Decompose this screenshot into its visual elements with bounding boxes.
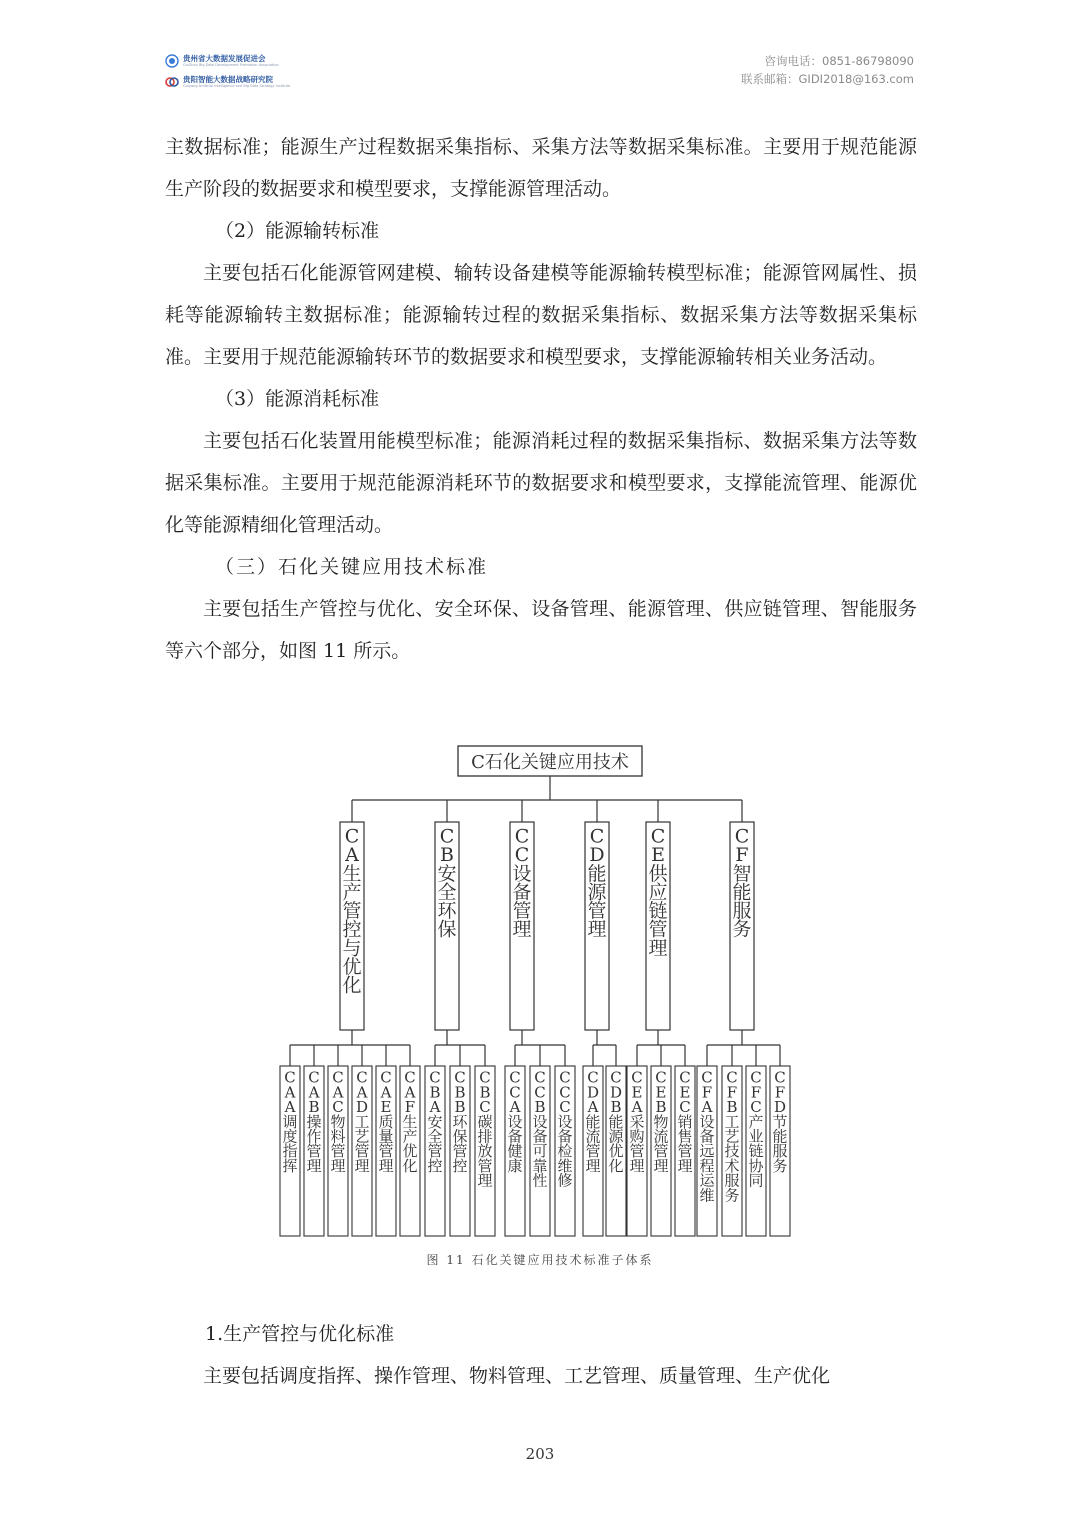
root-node-label: C石化关键应用技术 xyxy=(471,752,629,773)
leaf-node-label: C E B 物流管理 xyxy=(653,1068,669,1175)
branch-node-label: C A 生产管控与优化 xyxy=(342,825,362,997)
body-text xyxy=(165,126,917,672)
contact-email: 联系邮箱：GIDI2018@163.com xyxy=(741,72,914,86)
section-heading: （三）石化关键应用技术标准 xyxy=(215,556,489,578)
leaf-node-label: C B C 碳排放管理 xyxy=(477,1068,493,1190)
leaf-node-label: C F D 节能服务 xyxy=(772,1068,788,1175)
leaf-node-label: C A E 质量管理 xyxy=(378,1068,394,1175)
leaf-node-label: C C B 设备可靠性 xyxy=(532,1068,548,1190)
paragraph: 主要包括调度指挥、操作管理、物料管理、工艺管理、质量管理、生产优化 xyxy=(203,1365,831,1387)
leaf-node-label: C E A 采购管理 xyxy=(629,1068,645,1175)
page-header xyxy=(0,0,1080,110)
association-logo-icon xyxy=(165,54,179,68)
leaf-node-label: C C C 设备检维修 xyxy=(557,1068,573,1190)
subheading: （2）能源输转标准 xyxy=(215,220,380,242)
leaf-node-label: C A C 物料管理 xyxy=(330,1068,346,1175)
leaf-node-label: C D A 能流管理 xyxy=(585,1068,601,1175)
logo1-english: GuiZhou Big Data Development Promotion Association xyxy=(183,62,279,67)
leaf-node-label: C D B 能源优化 xyxy=(608,1068,624,1175)
paragraph: 主数据标准；能源生产过程数据采集指标、采集方法等数据采集标准。主要用于规范能源生产阶段的数据要求和模型要求，支撑能源管理活动。 xyxy=(165,136,917,200)
leaf-node-label: C F A 设备远程运维 xyxy=(699,1068,715,1205)
subheading: 1.生产管控与优化标准 xyxy=(205,1323,395,1345)
leaf-node-label: C C A 设备健康 xyxy=(507,1068,523,1175)
leaf-node-label: C A B 操作管理 xyxy=(306,1068,322,1175)
logo1-name: 贵州省大数据发展促进会 xyxy=(183,53,266,63)
leaf-node-label: C A F 生产优化 xyxy=(402,1068,418,1175)
branch-node-label: C E 供应链管理 xyxy=(648,825,668,960)
standards-hierarchy-diagram xyxy=(270,740,800,1240)
leaf-node-label: C F B 工艺技术服务 xyxy=(724,1068,740,1205)
figure-caption: 图 11 石化关键应用技术标准子体系 xyxy=(426,1253,654,1267)
organization-logo xyxy=(165,52,305,90)
branch-node-label: C F 智能服务 xyxy=(732,825,752,941)
logo2-english: Guiyang Artificial Intelligence and Big Data Strategy Institute xyxy=(183,83,291,88)
paragraph: 主要包括石化能源管网建模、输转设备建模等能源输转模型标准；能源管网属性、损耗等能源输转主数据标准；能源输转过程的数据采集指标、数据采集方法等数据采集标准。主要用于规范能源输转环节的数据要求和模型要求，支撑能源输转相关业务活动。 xyxy=(165,262,917,368)
leaf-node-label: C B B 环保管控 xyxy=(452,1068,468,1175)
branch-node-label: C C 设备管理 xyxy=(512,825,532,941)
subheading: （3）能源消耗标准 xyxy=(215,388,380,410)
leaf-node-label: C E C 销售管理 xyxy=(677,1068,693,1175)
branch-node-label: C D 能源管理 xyxy=(587,825,607,941)
leaf-node-label: C B A 安全管控 xyxy=(427,1068,443,1175)
leaf-node-label: C F C 产业链协同 xyxy=(748,1068,764,1190)
body-text-continued xyxy=(165,1313,917,1397)
contact-phone: 咨询电话：0851-86798090 xyxy=(764,54,914,68)
paragraph: 主要包括石化装置用能模型标准；能源消耗过程的数据采集指标、数据采集方法等数据采集标准。主要用于规范能源消耗环节的数据要求和模型要求，支撑能流管理、能源优化等能源精细化管理活动。 xyxy=(165,430,917,536)
page-number: 203 xyxy=(525,1445,555,1463)
institute-logo-icon xyxy=(165,75,179,89)
branch-node-label: C B 安全环保 xyxy=(437,825,457,941)
leaf-node-label: C A A 调度指挥 xyxy=(282,1068,298,1175)
logo2-name: 贵阳智能大数据战略研究院 xyxy=(183,74,273,84)
paragraph: 主要包括生产管控与优化、安全环保、设备管理、能源管理、供应链管理、智能服务等六个部分，如图 11 所示。 xyxy=(165,598,917,662)
contact-info xyxy=(741,52,914,88)
leaf-node-label: C A D 工艺管理 xyxy=(354,1068,370,1175)
